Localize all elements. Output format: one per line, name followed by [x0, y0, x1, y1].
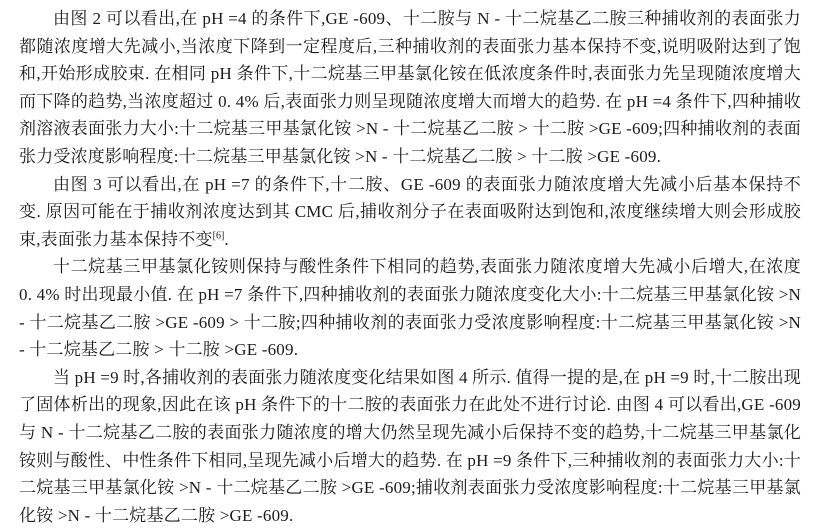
paragraph-dtac-ph7-analysis: 十二烷基三甲基氯化铵则保持与酸性条件下相同的趋势,表面张力随浓度增大先减小后增大,在浓度 0. 4% 时出现最小值. 在 pH =7 条件下,四种捕收剂的表面张力随浓度变化大小:十二烷基三甲基氯化铵 >N - 十二烷基乙二胺 >GE -609 > 十二胺;四种捕收剂的表面张力受浓度影响程度:十二烷基三甲基氯化铵 >N - 十二烷基乙二胺 > 十二胺 >GE -609. [19, 257, 801, 360]
paragraph-ph4-analysis: 由图 2 可以看出,在 pH =4 的条件下,GE -609、十二胺与 N - 十二烷基乙二胺三种捕收剂的表面张力都随浓度增大先减小,当浓度下降到一定程度后,三种捕收剂的表面张力基本保持不变,说明吸附达到了饱和,开始形成胶束. 在相同 pH 条件下,十二烷基三甲基氯化铵在低浓度条件时,表面张力先呈现随浓度增大而下降的趋势,当浓度超过 0. 4% 后,表面张力则呈现随浓度增大而增大的趋势. 在 pH =4 条件下,四种捕收剂溶液表面张力大小:十二烷基三甲基氯化铵 >N - 十二烷基乙二胺 > 十二胺 >GE -609;四种捕收剂的表面张力受浓度影响程度:十二烷基三甲基氯化铵 >N - 十二烷基乙二胺 > 十二胺 >GE -609. [19, 9, 801, 166]
citation-ref-6: [6] [212, 230, 225, 242]
paragraph-ph9-analysis: 当 pH =9 时,各捕收剂的表面张力随浓度变化结果如图 4 所示. 值得一提的是,在 pH =9 时,十二胺出现了固体析出的现象,因此在该 pH 条件下的十二胺的表面张力在此处不进行讨论. 由图 4 可以看出,GE -609 与 N - 十二烷基乙二胺的表面张力随浓度的增大仍然呈现先减小后保持不变的趋势,十二烷基三甲基氯化铵则与酸性、中性条件下相同,呈现先减小后增大的趋势. 在 pH =9 条件下,三种捕收剂的表面张力大小:十二烷基三甲基氯化铵 >N - 十二烷基乙二胺 >GE -609;捕收剂表面张力受浓度影响程度:十二烷基三甲基氯化铵 >N - 十二烷基乙二胺 >GE -609. [19, 367, 801, 525]
paragraph-ph7-text: 由图 3 可以看出,在 pH =7 的条件下,十二胺、GE -609 的表面张力随浓度增大先减小后基本保持不变. 原因可能在于捕收剂浓度达到其 CMC 后,捕收剂分子在表面吸附达到饱和,浓度继续增大则会形成胶束,表面张力基本保持不变 [19, 174, 801, 249]
paragraph-ph7-tail: . [224, 229, 229, 249]
paragraph-ph7-analysis [19, 171, 801, 254]
